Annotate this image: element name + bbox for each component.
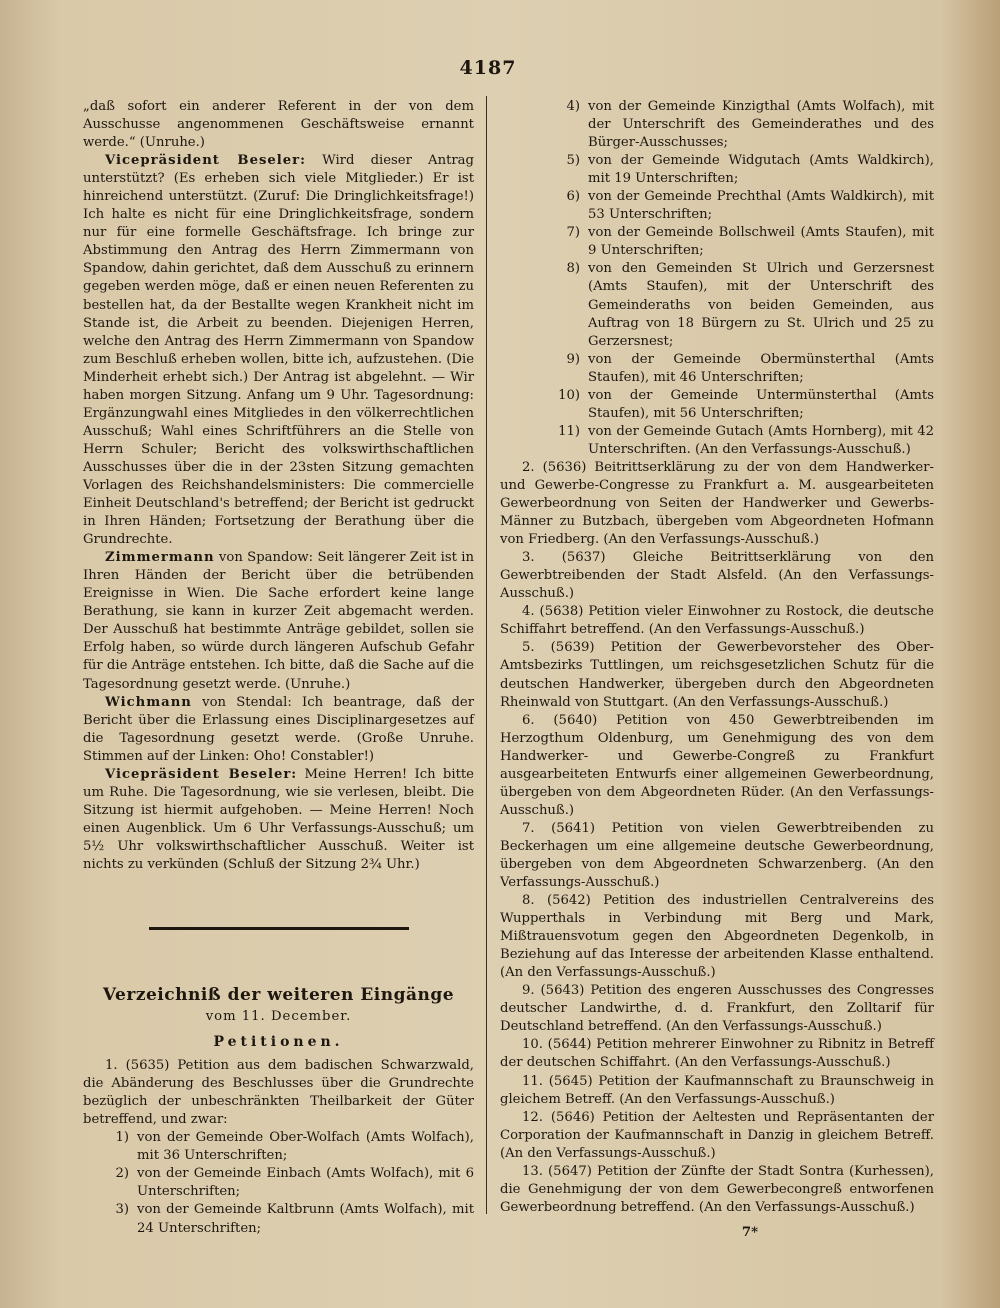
list-item-text: von der Gemeinde Einbach (Amts Wolfach), mit 6 Unterschriften; bbox=[137, 1166, 474, 1200]
list-item-number: 8) bbox=[566, 261, 580, 277]
speech-text: von Stendal: Ich beantrage, daß der Bericht über die Erlassung eines Disciplinargesetzes auf die Tagesordnung gesetzt werde. (Große Unruhe. Stimmen auf der Linken: Oho! Constabler!) bbox=[83, 694, 474, 764]
petition-entry: 7. (5641) Petition von vielen Gewerbtreibenden zu Beckerhagen um eine allgemeine deutsche Gewerbeordnung, übergeben von dem Abgeordneten Schwarzenberg. (An den Verfassungs-Ausschuß.) bbox=[500, 820, 934, 891]
list-item-number: 3) bbox=[115, 1202, 129, 1218]
list-item bbox=[500, 224, 934, 260]
list-item bbox=[83, 1129, 474, 1165]
list-item-text: von der Gemeinde Widgutach (Amts Waldkirch), mit 19 Unterschriften; bbox=[588, 153, 934, 187]
list-item-number: 1) bbox=[115, 1130, 129, 1146]
list-item-number: 2) bbox=[115, 1166, 129, 1182]
petition-entry: 9. (5643) Petition des engeren Ausschusses des Congresses deutscher Landwirthe, d. d. Frankfurt, den Zolltarif für Deutschland betreffend. (An den Verfassungs-Ausschuß.) bbox=[500, 983, 934, 1035]
section-divider bbox=[149, 927, 409, 930]
petition-entry: 10. (5644) Petition mehrerer Einwohner zu Ribnitz in Betreff der deutschen Schiffahrt. (An den Verfassungs-Ausschuß.) bbox=[500, 1037, 934, 1071]
list-item bbox=[500, 188, 934, 224]
list-item-number: 11) bbox=[558, 423, 580, 439]
petition-entry: 3. (5637) Gleiche Beitrittserklärung von den Gewerbtreibenden der Stadt Alsfeld. (An den Verfassungs-Ausschuß.) bbox=[500, 550, 934, 602]
speaker-name: Vicepräsident Beseler: bbox=[105, 766, 298, 782]
list-item-text: von den Gemeinden St Ulrich und Gerzersnest (Amts Staufen), mit der Unterschrift des Gemeinderaths von beiden Gemeinden, aus Auftrag von 18 Bürgern zu St. Ulrich und 25 zu Gerzersnest; bbox=[588, 261, 934, 349]
list-item bbox=[500, 152, 934, 188]
paragraph-wichmann bbox=[83, 694, 474, 766]
paragraph-quote-end: „daß sofort ein anderer Referent in der von dem Ausschusse angenommenen Geschäftsweise ernannt werde.“ (Unruhe.) bbox=[83, 99, 474, 151]
left-column bbox=[83, 98, 474, 1238]
list-item-number: 7) bbox=[566, 225, 580, 241]
list-item-text: von der Gemeinde Kaltbrunn (Amts Wolfach), mit 24 Unterschriften; bbox=[137, 1202, 474, 1236]
speaker-name: Zimmermann bbox=[105, 550, 215, 566]
list-item bbox=[500, 98, 934, 152]
signature-mark: 7* bbox=[741, 1224, 758, 1240]
list-item-text: von der Gemeinde Bollschweil (Amts Staufen), mit 9 Unterschriften; bbox=[588, 225, 934, 259]
petition-entry: 11. (5645) Petition der Kaufmannschaft zu Braunschweig in gleichem Betreff. (An den Verfassungs-Ausschuß.) bbox=[500, 1073, 934, 1107]
right-column bbox=[500, 98, 934, 1242]
paragraph-beseler-1 bbox=[83, 152, 474, 549]
list-item-number: 6) bbox=[566, 189, 580, 205]
list-item-text: von der Gemeinde Obermünsterthal (Amts Staufen), mit 46 Unterschriften; bbox=[588, 351, 934, 385]
petition-entry: 13. (5647) Petition der Zünfte der Stadt Sontra (Kurhessen), die Genehmigung der von dem Gewerbecongreß entworfenen Gewerbeordnung betreffend. (An den Verfassungs-Ausschuß.) bbox=[500, 1163, 934, 1215]
list-item-text: von der Gemeinde Ober-Wolfach (Amts Wolfach), mit 36 Unterschriften; bbox=[137, 1130, 474, 1164]
section-title: Verzeichniß der weiteren Eingänge bbox=[102, 985, 455, 1006]
column-divider bbox=[486, 96, 487, 1214]
paragraph-beseler-2 bbox=[83, 766, 474, 874]
list-item-text: von der Gemeinde Kinzigthal (Amts Wolfach), mit der Unterschrift des Gemeinderathes und des Bürger-Ausschusses; bbox=[588, 99, 934, 151]
speaker-name: Wichmann bbox=[105, 694, 192, 710]
list-item-text: von der Gemeinde Gutach (Amts Hornberg), mit 42 Unterschriften. (An den Verfassungs-Ausschuß.) bbox=[588, 423, 934, 457]
petition-entry: 4. (5638) Petition vieler Einwohner zu Rostock, die deutsche Schiffahrt betreffend. (An den Verfassungs-Ausschuß.) bbox=[500, 604, 934, 638]
list-item-text: von der Gemeinde Prechthal (Amts Waldkirch), mit 53 Unterschriften; bbox=[588, 189, 934, 223]
list-item-number: 5) bbox=[566, 153, 580, 169]
section-subtitle: Petitionen. bbox=[213, 1034, 344, 1051]
petition-entry: 8. (5642) Petition des industriellen Centralvereins des Wupperthals in Verbindung mit Berg und Mark, Mißtrauensvotum gegen den Abgeordneten Degenkolb, in Beziehung auf das Interesse der arbeitenden Klasse enthaltend. (An den Verfassungs-Ausschuß.) bbox=[500, 893, 934, 981]
petition-1-intro: 1. (5635) Petition aus dem badischen Schwarzwald, die Abänderung des Beschlusses über die Grundrechte bezüglich der unbeschränkten Theilbarkeit der Güter betreffend, und zwar: bbox=[83, 1058, 474, 1128]
list-item bbox=[500, 260, 934, 350]
list-item bbox=[500, 351, 934, 387]
section-date: vom 11. December. bbox=[205, 1009, 352, 1025]
list-item bbox=[83, 1201, 474, 1237]
petition-entry: 5. (5639) Petition der Gewerbevorsteher des Ober-Amtsbezirks Tuttlingen, um reichsgesetzlichen Schutz für die deutschen Handwerker, übergeben durch den Abgeordneten Rheinwald von Stuttgart. (An den Verfassungs-Ausschuß.) bbox=[500, 640, 934, 710]
list-item bbox=[83, 1165, 474, 1201]
speaker-name: Vicepräsident Beseler: bbox=[105, 153, 306, 169]
petition-entry: 2. (5636) Beitrittserklärung zu der von dem Handwerker- und Gewerbe-Congresse zu Frankfurt a. M. ausgearbeiteten Gewerbeordnung von Seiten der Handwerker und Gewerbs-Männer zu Butzbach, übergeben vom Abgeordneten Hofmann von Friedberg. (An den Verfassungs-Ausschuß.) bbox=[500, 459, 934, 548]
speech-text: Wird dieser Antrag unterstützt? (Es erheben sich viele Mitglieder.) Er ist hinreichend unterstützt. (Zuruf: Die Dringlichkeitsfrage!) Ich halte es nicht für eine Dringlichkeitsfrage, sondern nur für eine formelle Geschäftsfrage. Ich bringe zur Abstimmung den Antrag des Herrn Zimmermann von Spandow, dahin gerichtet, daß dem Ausschuß zu erinnern gegeben werden möge, daß er einen neuen Referenten zu bestellen hat, da der Bestallte wegen Krankheit nicht im Stande ist, die Arbeit zu beenden. Diejenigen Herren, welche den Antrag des Herrn Zimmermann von Spandow zum Beschluß erheben wollen, bitte ich, aufzustehen. (Die Minderheit erhebt sich.) Der Antrag ist abgelehnt. — Wir haben morgen Sitzung. Anfang um 9 Uhr. Tagesordnung: Ergänzungwahl eines Mitgliedes in den völkerrechtlichen Ausschuß; Wahl eines Schriftführers an die Stelle von Herrn Schuler; Bericht des volkswirthschaftlichen Ausschusses über die in der 23sten Sitzung gemachten Vorlagen des Reichshandelsministers: Die commercielle Einheit Deutschland's betreffend; der Bericht ist gedruckt in Ihren Händen; Fortsetzung der Berathung über die Grundrechte. bbox=[83, 153, 474, 548]
petition-entry: 12. (5646) Petition der Aeltesten und Repräsentanten der Corporation der Kaufmannschaft in Danzig in gleichem Betreff. (An den Verfassungs-Ausschuß.) bbox=[500, 1109, 934, 1161]
speech-text: von Spandow: Seit längerer Zeit ist in Ihren Händen der Bericht über die betrübenden Ereignisse in Wien. Die Sache erfordert keine lange Berathung, sie kann in kurzer Zeit abgemacht werden. Der Ausschuß hat bestimmte Anträge gebildet, sollen sie Erfolg haben, so würde durch längeren Aufschub Gefahr für die Anträge entstehen. Ich bitte, daß die Sache auf die Tagesordnung gesetzt werde. (Unruhe.) bbox=[83, 550, 474, 692]
page-number: 4187 bbox=[459, 57, 517, 79]
speech-text: Meine Herren! Ich bitte um Ruhe. Die Tagesordnung, wie sie verlesen, bleibt. Die Sitzung ist hiermit aufgehoben. — Meine Herren! Noch einen Augenblick. Um 6 Uhr Verfassungs-Ausschuß; um 5½ Uhr volkswirthschaftlicher Ausschuß. Weiter ist nichts zu verkünden (Schluß der Sitzung 2¾ Uhr.) bbox=[83, 766, 474, 872]
list-item bbox=[500, 387, 934, 423]
list-item-number: 10) bbox=[558, 387, 580, 403]
list-item-text: von der Gemeinde Untermünsterthal (Amts Staufen), mit 56 Unterschriften; bbox=[588, 387, 934, 421]
paragraph-zimmermann bbox=[83, 549, 474, 693]
list-item-number: 4) bbox=[566, 99, 580, 114]
list-item bbox=[500, 423, 934, 459]
list-item-number: 9) bbox=[566, 351, 580, 367]
petition-entry: 6. (5640) Petition von 450 Gewerbtreibenden im Herzogthum Oldenburg, um Genehmigung des von dem Handwerker- und Gewerbe-Congreß zu Frankfurt ausgearbeiteten Entwurfs einer allgemeinen Gewerbeordnung, übergeben von dem Abgeordneten Rüder. (An den Verfassungs-Ausschuß.) bbox=[500, 712, 934, 818]
